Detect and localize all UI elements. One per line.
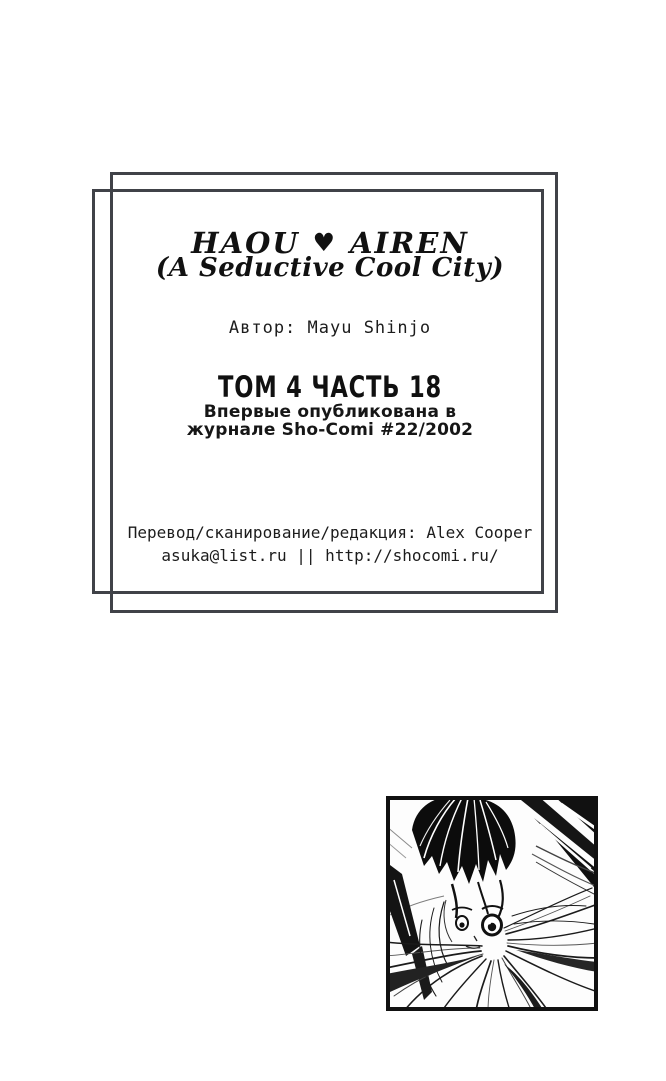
series-title-left: HAOU [191,226,300,260]
publication-line-1: Впервые опубликована в [203,402,457,422]
translator-credits-line: Перевод/сканирование/редакция: Alex Cooper [127,523,533,542]
volume-chapter-line: ТОМ 4 ЧАСТЬ 18 [217,370,442,404]
author-line: Автор: Mayu Shinjo [228,318,432,338]
contact-line: asuka@list.ru || http://shocomi.ru/ [161,546,499,565]
manga-panel [386,796,598,1011]
credit-text-block [104,0,556,640]
heart-icon: ♥ [312,228,338,257]
series-title-right: AIREN [350,226,469,260]
publication-line-2: журнале Sho-Comi #22/2002 [186,420,474,440]
series-subtitle: (A Seductive Cool City) [155,253,505,283]
manga-panel-artwork [386,796,598,1011]
